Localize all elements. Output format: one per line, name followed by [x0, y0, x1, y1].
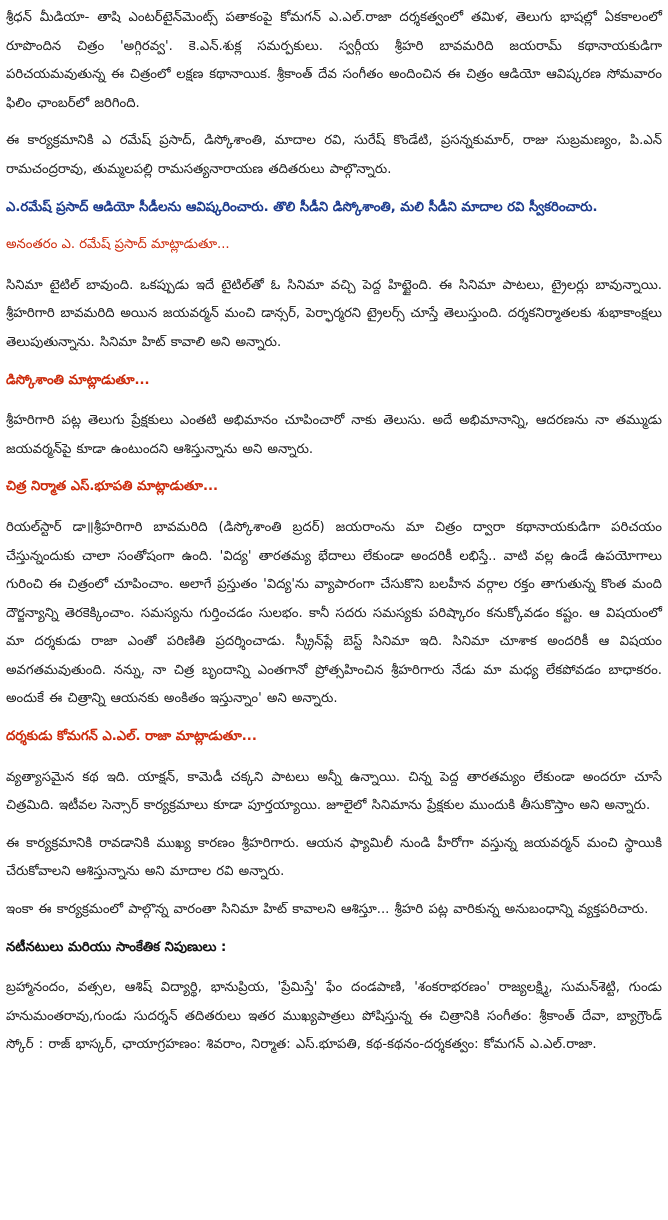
highlight-paragraph: ఎ.రమేష్ ప్రసాద్ ఆడియో సీడీలను ఆవిష్కరించారు. తొలి సీడీని డిస్కోశాంతి, మలి సీడీని మాదాల రవి స్వీకరించారు. — [6, 199, 598, 215]
others-paragraph: ఇంకా ఈ కార్యక్రమంలో పాల్గొన్న వారంతా సినిమా హిట్ కావాలని ఆశిస్తూ... శ్రీహరి పట్ల వారికున్న అనుబంధాన్ని వ్యక్తపరిచారు. — [6, 902, 649, 918]
attendees-paragraph: ఈ కార్యక్రమానికి ఎ రమేష్ ప్రసాద్, డిస్కోశాంతి, మాదాల రవి, సురేష్ కొండేటి, ప్రసన్నకుమార్, రాజు సుబ్రమణ్యం, పి.ఎన్ రామచంద్రరావు, తుమ్మలపల్లి రామసత్యనారాయణ తదితరులు పాల్గొన్నారు. — [6, 133, 662, 177]
director-speech-paragraph: వ్యత్యాసమైన కథ ఇది. యాక్షన్, కామెడీ చక్కని పాటలు అన్నీ ఉన్నాయి. చిన్న పెద్ద తారతమ్యం లేకుండా అందరూ చూసే చిత్రమిది. ఇటీవల సెన్సార్ కార్యక్రమాలు కూడా పూర్తయ్యాయి. జూలైలో సినిమాను ప్రేక్షకుల ముందుకి తీసుకొస్తాం అని అన్నారు. — [6, 769, 662, 814]
credits-paragraph: బ్రహ్మానందం, వత్సల, ఆశిష్ విద్యార్థి, భానుప్రియ, 'ప్రేమిస్తే' ఫేం దండపాణి, 'శంకరాభరణం' రాజ్యలక్ష్మి, సుమన్‌శెట్టి, గుండు హనుమంతరావు,గుండు సుదర్శన్ తదితరులు ఇతర ముఖ్యపాత్రలు పోషిస్తున్న ఈ చిత్రానికి సంగీతం: శ్రీకాంత్ దేవా, బ్యాగ్రౌండ్ స్కోర్ : రాజ్ భాస్కర్, ఛాయాగ్రహణం: శివరాం, నిర్మాత: ఎస్.భూపతి, కథ-కథనం-దర్శకత్వం: కోమగన్ ఎ.ఎల్.రాజా. — [6, 980, 662, 1053]
disco-speech-paragraph: శ్రీహరిగారి పట్ల తెలుగు ప్రేక్షకులు ఎంతటి అభిమానం చూపించారో నాకు తెలుసు. అదే అభిమానాన్ని, ఆదరణను నా తమ్ముడు జయవర్మన్‌పై కూడా ఉంటుందని ఆశిస్తున్నాను అని అన్నారు. — [6, 413, 662, 457]
speaker-heading-ramesh: అనంతరం ఎ. రమేష్ ప్రసాద్ మాట్లాడుతూ... — [6, 237, 230, 253]
speaker-heading-producer: చిత్ర నిర్మాత ఎస్.భూపతి మాట్లాడుతూ... — [6, 479, 219, 495]
madala-paragraph: ఈ కార్యక్రమానికి రావడానికి ముఖ్య కారణం శ్రీహరిగారు. ఆయన ఫ్యామిలీ నుండి హీరోగా వస్తున్న జయవర్మన్ మంచి స్థాయికి చేరుకోవాలని ఆశిస్తున్నాను అని మాదాల రవి అన్నారు. — [6, 835, 662, 880]
producer-speech-paragraph: రియల్‌స్టార్ డా॥శ్రీహరిగారి బావమరిది (డిస్కోశాంతి బ్రదర్) జయరాంను మా చిత్రం ద్వారా కథానాయకుడిగా పరిచయం చేస్తున్నందుకు చాలా సంతోషంగా ఉంది. 'విద్య' తారతమ్య భేదాలు లేకుండా అందరికీ లభిస్తే.. వాటి వల్ల ఉండే ఉపయోగాలు గురించి ఈ చిత్రంలో చూపించాం. అలాగే ప్రస్తుతం 'విద్య'ను వ్యాపారంగా చేసుకొని బలహీన వర్గాల రక్తం తాగుతున్న కొంత మంది దౌర్జన్యాన్ని తెరకెక్కించాం. సమస్యను గుర్తించడం సులభం. కానీ సదరు సమస్యకు పరిష్కారం కనుక్కోవడం కష్టం. ఆ విషయంలో మా దర్శకుడు రాజా ఎంతో పరిణితి ప్రదర్శించాడు. స్క్రీన్‌ప్లే బెస్ట్ సినిమా ఇది. సినిమా చూశాక అందరికీ ఆ విషయం అవగతమవుతుంది. నన్ను, నా చిత్ర బృందాన్ని ఎంతగానో ప్రోత్సహించిన శ్రీహరిగారు నేడు మా మధ్య లేకపోవడం బాధాకరం. అందుకే ఈ చిత్రాన్ని ఆయనకు అంకితం ఇస్తున్నాం' అని అన్నారు. — [6, 519, 662, 707]
credits-heading: నటీనటులు మరియు సాంకేతిక నిపుణులు : — [6, 939, 227, 955]
intro-paragraph: శ్రీధన్ మీడియా- తాషి ఎంటర్‌టైన్‌మెంట్స్ పతాకంపై కోమగన్ ఎ.ఎల్.రాజా దర్శకత్వంలో తమిళ, తెలుగు భాషల్లో ఏకకాలంలో రూపొందిన చిత్రం 'అగ్గిరవ్వ'. కె.ఎన్.శుక్ల సమర్పకులు. స్వర్గీయ శ్రీహరి బావమరిది జయరామ్ కథానాయకుడిగా పరిచయమవుతున్న ఈ చిత్రంలో లక్షణ కథానాయిక. శ్రీకాంత్ దేవ సంగీతం అందించిన ఈ చిత్రం ఆడియో ఆవిష్కరణ సోమవారం ఫిలిం ఛాంబర్‌లో జరిగింది. — [6, 10, 662, 111]
speaker-heading-director: దర్శకుడు కోమగన్ ఎ.ఎల్. రాజా మాట్లాడుతూ... — [6, 729, 257, 745]
speaker-heading-disco: డిస్కోశాంతి మాట్లాడుతూ... — [6, 372, 150, 388]
ramesh-speech-paragraph: సినిమా టైటిల్ బావుంది. ఒకప్పుడు ఇదే టైటిల్‌తో ఓ సినిమా వచ్చి పెద్ద హిట్టైంది. ఈ సినిమా పాటలు, ట్రైలర్లు బావున్నాయి. శ్రీహరిగారి బావమరిది అయిన జయవర్మన్ మంచి డాన్సర్, పెర్ఫార్మరని ట్రైలర్స్ చూస్తే తెలుస్తుంది. దర్శకనిర్మాతలకు శుభాకాంక్షలు తెలుపుతున్నాను. సినిమా హిట్ కావాలి అని అన్నారు. — [6, 277, 662, 350]
